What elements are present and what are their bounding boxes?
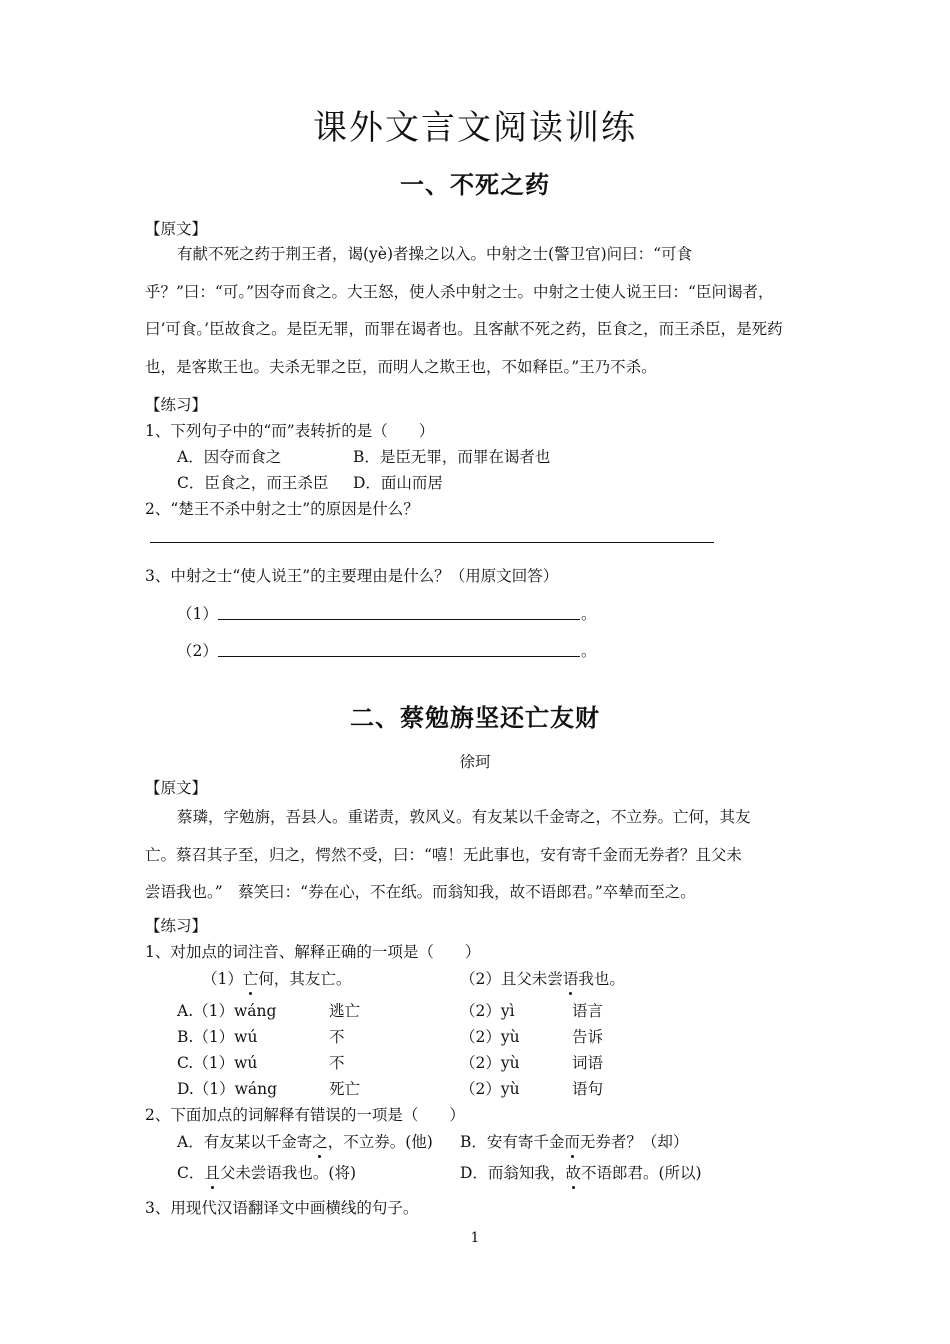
section2-text-line-2: 亡。蔡召其子至，归之，愕然不受，曰：“嘻！无此事也，安有寄千金而无券者？且父未 <box>145 846 742 864</box>
q1-option-d-meaning-1: 死亡 <box>329 1080 361 1098</box>
q1-option-b-label: B.（1）wú <box>177 1028 258 1046</box>
q2-option-d <box>460 1161 702 1183</box>
q1-option-a-meaning-1: 逃亡 <box>329 1002 361 1020</box>
q1-option-c-item-2: （2）yù <box>460 1054 520 1072</box>
period: 。 <box>581 605 597 623</box>
q1-option-b-meaning-2: 告诉 <box>572 1028 604 1046</box>
section1-q3-item-1-label: （1） <box>177 605 218 623</box>
answer-line <box>218 656 580 657</box>
section2-heading: 二、蔡勉旃坚还亡友财 <box>350 704 600 732</box>
q2-option-b-prefix: B．安有寄千金 <box>460 1133 565 1151</box>
section2-original-label: 【原文】 <box>145 779 208 797</box>
q2-option-d-suffix: 不语郎君。(所以) <box>580 1164 702 1182</box>
section1-text <box>145 236 805 386</box>
q1-option-d-label: D.（1）wáng <box>177 1080 278 1098</box>
q1-option-b-meaning-1: 不 <box>329 1028 345 1046</box>
period: 。 <box>581 642 597 660</box>
section2-q1-item-2 <box>460 967 625 989</box>
section1-q1-option-a: A．因夺而食之 <box>177 448 282 466</box>
section1-q1-option-c: C．臣食之，而王杀臣 <box>177 474 329 492</box>
q2-option-c <box>177 1161 356 1183</box>
dotted-word: 亡 <box>243 967 259 989</box>
section1-q1-option-d: D．面山而居 <box>353 474 443 492</box>
section2-q1-item-1 <box>202 967 351 989</box>
q1-option-d-item-2: （2）yù <box>460 1080 520 1098</box>
section2-text-line-1: 蔡璘，字勉旃，吾县人。重诺责，敦风义。有友某以千金寄之，不立券。亡何，其友 <box>177 808 751 826</box>
page-number: 1 <box>470 1230 480 1246</box>
q2-option-a <box>177 1130 433 1152</box>
section2-exercise-label: 【练习】 <box>145 917 208 935</box>
q2-option-c-suffix: 父未尝语我也。(将) <box>219 1164 356 1182</box>
q1-option-c-meaning-1: 不 <box>329 1054 345 1072</box>
q1-option-a-meaning-2: 语言 <box>572 1002 604 1020</box>
q2-option-b <box>460 1130 688 1152</box>
section2-text-line-3: 尝语我也。” 蔡笑曰：“券在心，不在纸。而翁知我，故不语郎君。”卒辇而至之。 <box>145 883 696 901</box>
q2-option-a-suffix: ，不立券。(他) <box>327 1133 433 1151</box>
section1-q1-option-b: B．是臣无罪，而罪在谒者也 <box>353 448 551 466</box>
section1-heading: 一、不死之药 <box>400 171 550 199</box>
section1-exercise-label: 【练习】 <box>145 396 208 414</box>
q1-option-c-label: C.（1）wú <box>177 1054 258 1072</box>
section1-paragraph: 有献不死之药于荆王者，谒(yè)者操之以入。中射之士(警卫官)问曰：“可食乎？”曰：“可。”因夺而食之。大王怒，使人杀中射之士。中射之士使人说王曰：“臣问谒者，曰‘可食。’臣故食之。是臣无罪，而罪在谒者也。且客献不死之药，臣食之，而王杀臣，是死药也，是客欺王也。夫杀无罪之臣，而明人之欺王也，不如释臣。”王乃不杀。 <box>145 245 783 376</box>
page-title: 课外文言文阅读训练 <box>313 108 637 148</box>
section1-question-3: 3、中射之士“使人说王”的主要理由是什么？（用原文回答） <box>145 567 559 585</box>
section2-question-2: 2、下面加点的词解释有错误的一项是（ ） <box>145 1106 465 1124</box>
q2-option-d-prefix: D．而翁知我， <box>460 1164 566 1182</box>
q1-option-d-meaning-2: 语句 <box>572 1080 604 1098</box>
dotted-word: 而 <box>564 1130 580 1152</box>
section1-question-1: 1、下列句子中的“而”表转折的是（ ） <box>145 422 435 440</box>
answer-line <box>218 619 580 620</box>
q1-option-b-item-2: （2）yù <box>460 1028 520 1046</box>
answer-line <box>150 542 714 543</box>
q1-item-2-suffix: 我也。 <box>578 970 625 988</box>
q1-option-a-item-2: （2）yì <box>460 1002 515 1020</box>
section1-original-label: 【原文】 <box>145 220 208 238</box>
dotted-word: 之 <box>312 1130 328 1152</box>
dotted-word: 故 <box>565 1161 581 1183</box>
section1-q3-item-2-label: （2） <box>177 642 218 660</box>
section2-question-3: 3、用现代汉语翻译文中画横线的句子。 <box>145 1199 419 1217</box>
dotted-word: 且 <box>204 1161 220 1183</box>
section1-question-2: 2、“楚王不杀中射之士”的原因是什么？ <box>145 500 419 518</box>
q2-option-a-prefix: A．有友某以千金寄 <box>177 1133 313 1151</box>
q1-option-a-label: A.（1）wáng <box>177 1002 277 1020</box>
section2-question-1: 1、对加点的词注音、解释正确的一项是（ ） <box>145 943 481 961</box>
q1-item-1-prefix: （1） <box>202 970 243 988</box>
section2-author: 徐珂 <box>459 753 491 771</box>
q2-option-c-prefix: C． <box>177 1164 205 1182</box>
q1-item-1-suffix: 何，其友亡。 <box>258 970 352 988</box>
q1-option-c-meaning-2: 词语 <box>572 1054 604 1072</box>
q1-item-2-prefix: （2）且父未尝 <box>460 970 563 988</box>
dotted-word: 语 <box>563 967 579 989</box>
q2-option-b-suffix: 无券者？（却） <box>579 1133 689 1151</box>
